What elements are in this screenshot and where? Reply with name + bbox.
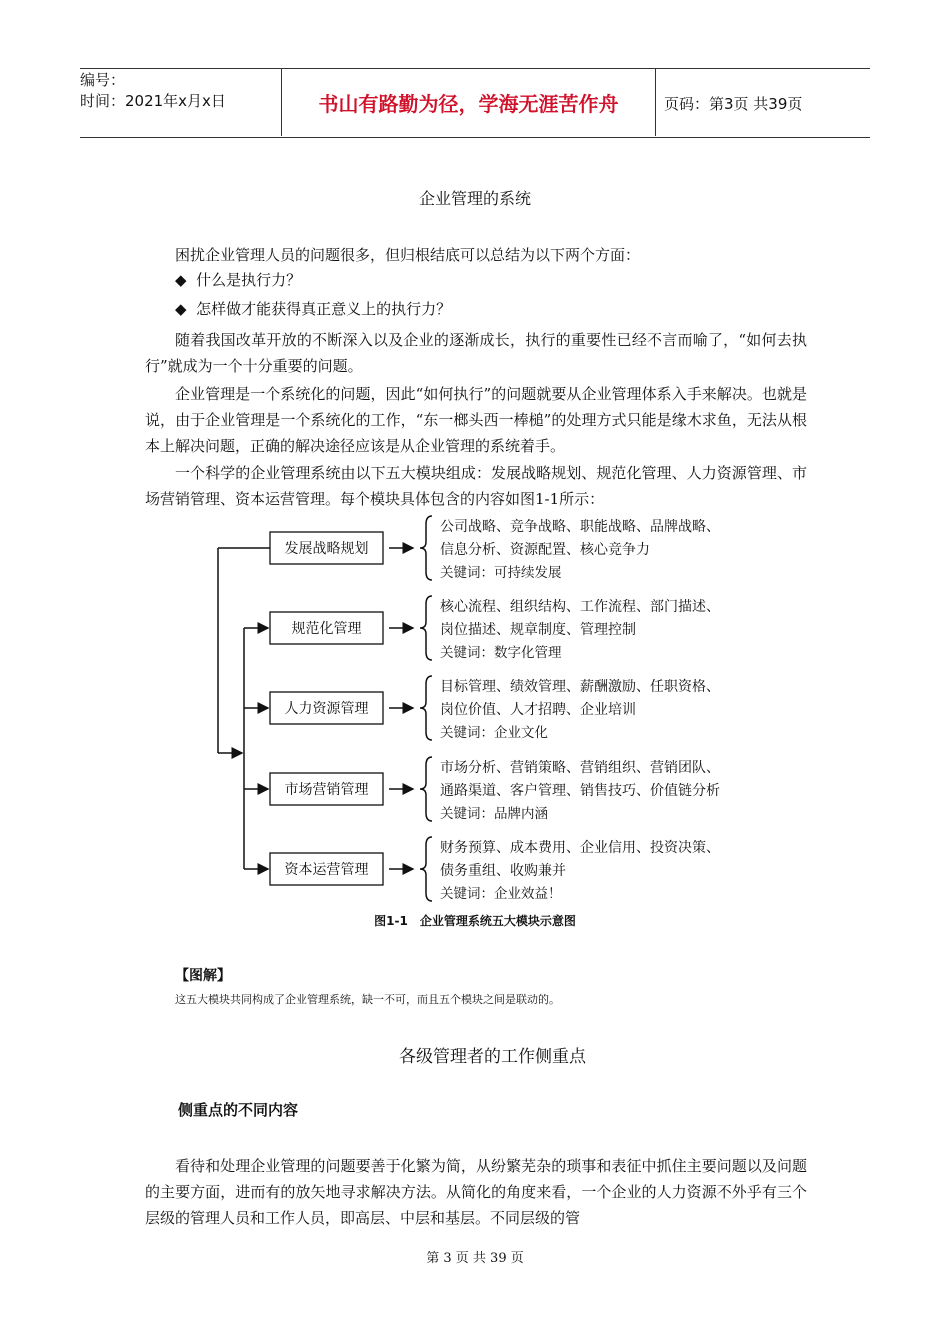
module-name: 发展战略规划 <box>284 541 369 557</box>
bullet-text: 什么是执行力？ <box>196 271 302 289</box>
module-keyword: 关键词：品牌内涵 <box>440 806 548 822</box>
module-detail: 岗位价值、人才招聘、企业培训 <box>440 702 636 718</box>
module-detail: 市场分析、营销策略、营销组织、营销团队、 <box>440 760 720 776</box>
module-keyword: 关键词：企业文化 <box>440 725 548 741</box>
section-title: 各级管理者的工作侧重点 <box>399 1047 586 1067</box>
module-keyword: 关键词：企业效益！ <box>440 886 562 902</box>
body-paragraph: 企业管理是一个系统化的问题，因此“如何执行”的问题就要从企业管理体系入手来解决。也就是说，由于企业管理是一个系统化的工作，“东一榔头西一棒槌”的处理方式只能是缘木求鱼，无法从根本上解决问题，正确的解决途径应该是从企业管理的系统着手。 <box>145 385 807 455</box>
bullet-item: ◆ 怎样做才能获得真正意义上的执行力？ <box>175 300 452 318</box>
module-detail: 岗位描述、规章制度、管理控制 <box>440 622 636 638</box>
module-name: 规范化管理 <box>291 621 362 637</box>
body-paragraph: 随着我国改革开放的不断深入以及企业的逐渐成长，执行的重要性已经不言而喻了，“如何去执行”就成为一个十分重要的问题。 <box>145 331 807 375</box>
body-paragraph: 一个科学的企业管理系统由以下五大模块组成：发展战略规划、规范化管理、人力资源管理、市场营销管理、资本运营管理。每个模块具体包含的内容如图1-1所示： <box>145 464 807 508</box>
module-detail: 债务重组、收购兼并 <box>440 863 566 879</box>
brace <box>420 516 432 580</box>
module-detail: 核心流程、组织结构、工作流程、部门描述、 <box>440 599 720 615</box>
brace <box>420 676 432 740</box>
module-detail: 通路渠道、客户管理、销售技巧、价值链分析 <box>440 783 720 799</box>
brace <box>420 757 432 821</box>
module-detail: 信息分析、资源配置、核心竞争力 <box>440 542 650 558</box>
brace <box>420 596 432 660</box>
figure-caption: 图1-1 企业管理系统五大模块示意图 <box>374 914 576 928</box>
intro-paragraph: 困扰企业管理人员的问题很多，但归根结底可以总结为以下两个方面： <box>175 246 641 264</box>
module-name: 人力资源管理 <box>284 701 369 717</box>
module-detail: 目标管理、绩效管理、薪酬激励、任职资格、 <box>440 679 720 695</box>
module-detail: 财务预算、成本费用、企业信用、投资决策、 <box>440 840 720 856</box>
page-footer: 第 3 页 共 39 页 <box>426 1251 524 1266</box>
module-keyword: 关键词：可持续发展 <box>440 565 562 581</box>
bullet-text: 怎样做才能获得真正意义上的执行力？ <box>196 300 452 318</box>
module-detail: 公司战略、竞争战略、职能战略、品牌战略、 <box>440 519 720 535</box>
section-title: 企业管理的系统 <box>418 189 531 208</box>
header-page-code: 页码：第3页 共39页 <box>664 95 803 113</box>
diagram-note-text: 这五大模块共同构成了企业管理系统，缺一不可，而且五个模块之间是联动的。 <box>175 993 560 1006</box>
body-paragraph: 看待和处理企业管理的问题要善于化繁为简，从纷繁芜杂的琐事和表征中抓住主要问题以及问题的主要方面，进而有的放矢地寻求解决方法。从简化的角度来看，一个企业的人力资源不外乎有三个层级的管理人员和工作人员，即高层、中层和基层。不同层级的管 <box>145 1157 807 1227</box>
module-keyword: 关键词：数字化管理 <box>440 645 562 661</box>
module-name: 资本运营管理 <box>284 862 369 878</box>
module-name: 市场营销管理 <box>284 782 369 798</box>
header-motto: 书山有路勤为径，学海无涯苦作舟 <box>318 92 619 116</box>
bullet-item: ◆ 什么是执行力？ <box>175 271 302 289</box>
doc-number-label: 编号： <box>80 71 126 89</box>
brace <box>420 837 432 901</box>
section-subtitle: 侧重点的不同内容 <box>178 1101 299 1119</box>
doc-date-label: 时间：2021年x月x日 <box>80 92 226 110</box>
diagram-note-heading: 【图解】 <box>175 968 231 984</box>
